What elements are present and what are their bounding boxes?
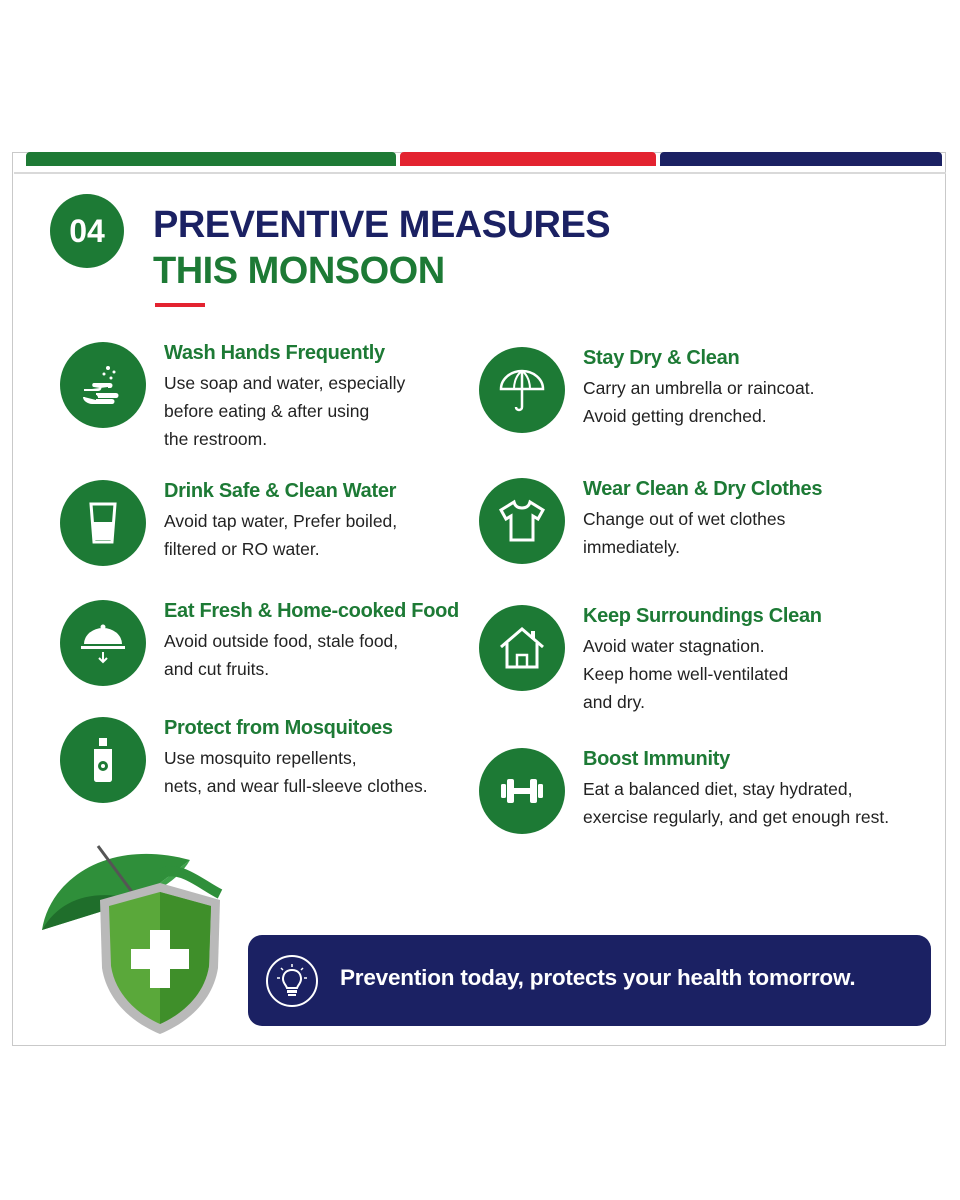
description-line: and dry.	[583, 692, 645, 712]
description-line: the restroom.	[164, 429, 268, 449]
description-line: filtered or RO water.	[164, 539, 320, 559]
description-line: Use soap and water, especially	[164, 373, 406, 393]
description-line: Avoid tap water, Prefer boiled,	[164, 511, 398, 531]
umbrella-icon	[479, 347, 565, 433]
washing-hands-icon	[60, 342, 146, 428]
measure-heading: Boost Immunity	[583, 748, 730, 770]
description-line: Avoid getting drenched.	[583, 406, 767, 426]
description-line: Avoid water stagnation.	[583, 636, 765, 656]
measure-heading: Stay Dry & Clean	[583, 347, 740, 369]
section-number-badge: 04	[50, 194, 124, 268]
footer-banner	[248, 935, 931, 1026]
water-glass-icon	[60, 480, 146, 566]
measure-heading: Drink Safe & Clean Water	[164, 480, 397, 502]
house-icon	[479, 605, 565, 691]
description-line: Avoid outside food, stale food,	[164, 631, 399, 651]
repellent-bottle-icon	[60, 717, 146, 803]
umbrella-shield-icon	[40, 838, 230, 1038]
description-line: Change out of wet clothes	[583, 509, 786, 529]
divider	[14, 172, 946, 174]
description-line: exercise regularly, and get enough rest.	[583, 807, 890, 827]
measure-heading: Protect from Mosquitoes	[164, 717, 393, 739]
top-bar-red	[400, 152, 656, 166]
title-line-2: THIS MONSOON	[153, 250, 445, 292]
description-line: Keep home well-ventilated	[583, 664, 789, 684]
description-line: Carry an umbrella or raincoat.	[583, 378, 815, 398]
measure-description	[583, 775, 933, 831]
top-bar-green	[26, 152, 396, 166]
top-bar-navy	[660, 152, 942, 166]
description-line: and cut fruits.	[164, 659, 270, 679]
description-line: Use mosquito repellents,	[164, 748, 357, 768]
measure-description	[583, 374, 913, 430]
measure-heading: Keep Surroundings Clean	[583, 605, 822, 627]
measure-description	[583, 632, 913, 716]
measure-description	[583, 505, 913, 561]
measure-heading: Wash Hands Frequently	[164, 342, 385, 364]
measure-heading: Eat Fresh & Home-cooked Food	[164, 600, 459, 622]
measure-description	[164, 744, 474, 800]
dumbbell-icon	[479, 748, 565, 834]
food-cloche-icon	[60, 600, 146, 686]
title-underline	[155, 303, 205, 307]
measure-description	[164, 507, 474, 563]
title-line-1: PREVENTIVE MEASURES	[153, 204, 611, 246]
measure-description	[164, 369, 474, 453]
banner-text: Prevention today, protects your health tomorrow.	[340, 965, 856, 990]
description-line: immediately.	[583, 537, 680, 557]
lightbulb-icon	[266, 955, 318, 1007]
description-line: Eat a balanced diet, stay hydrated,	[583, 779, 853, 799]
tshirt-icon	[479, 478, 565, 564]
measure-description	[164, 627, 474, 683]
measure-heading: Wear Clean & Dry Clothes	[583, 478, 823, 500]
description-line: before eating & after using	[164, 401, 370, 421]
description-line: nets, and wear full-sleeve clothes.	[164, 776, 428, 796]
